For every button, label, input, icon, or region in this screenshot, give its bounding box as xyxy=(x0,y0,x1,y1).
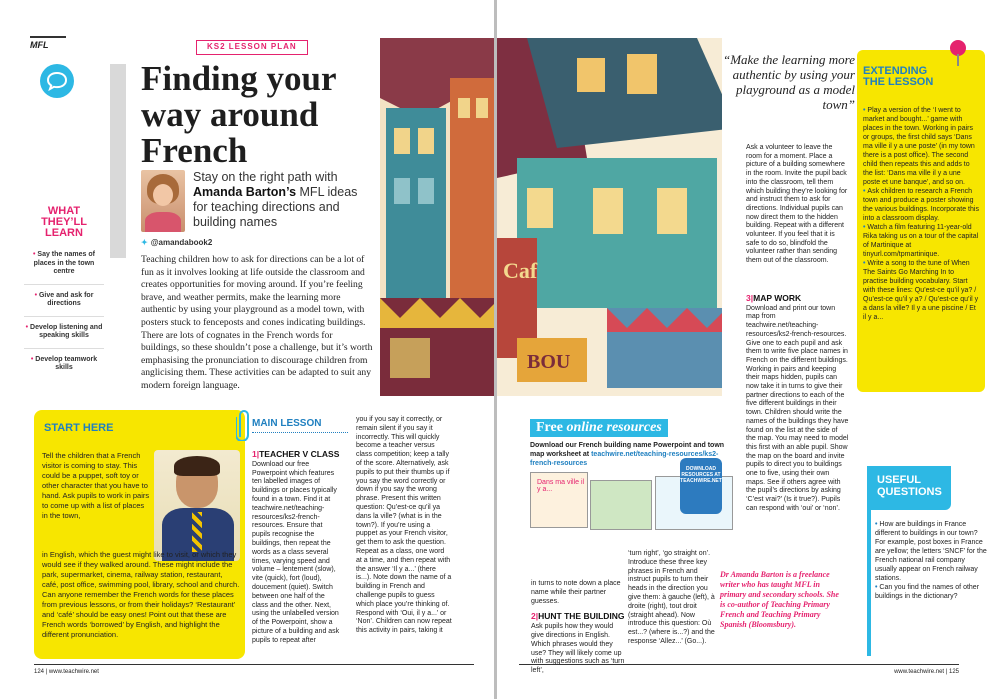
standfirst xyxy=(193,170,375,230)
useful-heading: USEFUL QUESTIONS xyxy=(871,466,951,510)
start-here-text-bottom: in English, which the guest might like to visit, or which they would see if they walked around. These might include the park, supermarket, cinema, railway station, restaurant, café, post office, swimming pool, library, school and church. Can anyone remember the French words for these places from previous lessons, or from their holidays? ‘Restaurant’ and ‘café’ should be easy ones! Point out that these are French words ‘borrowed’ by English, and highlight the different pronunciation. xyxy=(42,550,240,639)
footer-left: 124 | www.teachwire.net xyxy=(34,664,474,675)
standfirst-post: MFL ideas for teaching directions and building names xyxy=(193,185,358,229)
subheading-map-work: 3|MAP WORK xyxy=(746,293,802,303)
start-here-heading: START HERE xyxy=(44,422,114,434)
useful-questions-panel xyxy=(867,466,985,656)
svg-text:Caf: Caf xyxy=(503,258,538,283)
handle-text: @amandabook2 xyxy=(150,238,213,247)
intro-paragraph: Teaching children how to ask for directions can be a lot of fun as it involves looking at life outside the classroom and creates opportunities for moving around. If you’re feeling brave, and weather permits, make the learning more authentic by using your playground as a model town, with posters stuck to fenceposts and cones indicating buildings. There are lots of cognates in the French words for buildings, so these shouldn’t pose a challenge, but it’s worth emphasising the pronunciation to discourage children from anglicising them. These activities can be adapted to suit any modern foreign language. xyxy=(141,254,373,391)
heading-rule xyxy=(252,432,348,433)
page-title: Finding your way around French xyxy=(141,59,336,170)
map-work-section xyxy=(746,294,849,514)
map-work-text: Download and print our town map from teachwire.net/teaching-resources/ks2-french-resources. Give one to each pupil and ask them to write five place names in French on the different buildings. Working in pairs and keeping their maps hidden, pupils can now take it in turns to give their partner directions to each of the five different buildings in their town. Children should write the names of the buildings they have found on the list at the side of the map. You may need to model this first with an able pupil. Show the map on the board and invite pupils to direct you to buildings one to five, using their own maps. See if others agree with the pupil’s directions by asking ‘C’est vrai?’ (Is it true?). Pupils can respond with ‘oui’ or ‘non’. xyxy=(746,304,849,512)
paperclip-icon xyxy=(236,407,250,441)
learn-heading: WHAT THEY’LL LEARN xyxy=(41,205,87,239)
main-lesson-text-1: Download our free Powerpoint which features ten labelled images of buildings or places typically found in a town. Find it at teachwire.net/teaching-resources/ks2-french-resources. Ensure that pupils recognise the buildings, then repeat the words as a class several times, varying speed and volume – lentement (slow), vite (quick), fort (loud), doucement (quiet). Switch between one half of the class and the other. Next, using the unlabelled version of the Powerpoint, show a picture of a building and ask pupils to repeat after xyxy=(252,460,340,644)
learn-item: • Give and ask for directions xyxy=(24,292,104,317)
town-illustration-left xyxy=(380,38,494,396)
extending-item: • Ask children to research a French town and produce a poster showing the various buildings. Incorporate this into a classroom display. xyxy=(863,188,979,222)
section-label: MFL xyxy=(30,36,66,50)
hunt-building-col2: ‘turn right’, ‘go straight on’. Introduce these three key phrases in French and instruct pupils to turn their heads in the direction you give them: à gauche (left), à droite (right), tout droit (straight ahead). Now introduce this question: Où est...? (where is...?) and the response ‘Allez...’ (Go...). xyxy=(628,550,715,645)
extending-list xyxy=(863,106,979,322)
pushpin-icon xyxy=(945,38,971,68)
decorative-bar xyxy=(110,64,126,258)
left-page xyxy=(0,0,494,699)
start-here-panel xyxy=(34,410,245,659)
footer-right: www.teachwire.net | 125 xyxy=(519,664,959,675)
author-bio: Dr Amanda Barton is a freelance writer who has taught MFL in primary and secondary schools. She is co-author of Teaching Primary French and Teaching Primary Spanish (Bloomsbury). xyxy=(720,570,839,629)
download-badge[interactable]: DOWNLOAD RESOURCES AT TEACHWIRE.NET xyxy=(680,458,722,514)
hunt-intro-text: in turns to note down a place name while their partner guesses. xyxy=(531,580,621,605)
town-illustration-right xyxy=(497,38,755,396)
twitter-icon: ✦ xyxy=(141,238,148,247)
author-photo xyxy=(141,170,185,232)
extending-item: • Play a version of the ‘I went to market and bought...’ game with places in the town. Working in pairs or groups, the first child says ‘Dans ma ville il y a une poste’ (in my town there is a post office). The second child then repeats this and adds to the list: ‘Dans ma ville il y a une poste et une banque’, and so on. xyxy=(863,107,975,186)
author-name: Amanda Barton’s xyxy=(193,185,297,199)
twitter-handle[interactable] xyxy=(141,238,212,247)
hunt-building-col xyxy=(531,580,626,676)
extending-item: • Write a song to the tune of When The Saints Go Marching In to practise building vocabulary. Start with these lines: Qu’est-ce qu’il ya? / Qu’est-ce qu’il y a? / Qu’est-ce qu’il y a dans la ville? Il y a une piscine / Et il y a... xyxy=(863,260,979,321)
speech-bubble-icon xyxy=(40,64,74,98)
start-here-text-top: Tell the children that a French visitor is coming to stay. This could be a puppet, soft toy or other character that you have to hand. Ask pupils to work in pairs to come up with a list of places in the town, xyxy=(42,451,150,520)
extending-lesson-panel xyxy=(857,50,985,392)
main-lesson-heading: MAIN LESSON xyxy=(252,418,322,429)
free-resources-heading: Free online resources xyxy=(530,419,668,437)
main-lesson-col2: you if you say it correctly, or remain silent if you say it incorrectly. This will quickly become a teacher versus class competition; keep a tally of the score. Alternatively, ask pupils to put their thumbs up if you say the word correctly or down if you say the wrong phrase. Present this written question: Qu’est-ce qu’il ya dans la ville? (what is in the town?). If you’re using a puppet as your French visitor, get them to ask the question. Repeat as a class, one word at a time, and then repeat with the answer ‘Il y a...’ (there is...). Note down the name of a building in French and challenge pupils to guess which place you’re thinking of. Respond with ‘Oui, il y a...’ or ‘Non’. Children can now repeat this activity in pairs, taking it xyxy=(356,416,452,635)
resources-link[interactable]: teachwire.net/teaching-resources/ks2-french-resources xyxy=(530,451,719,467)
hunt-text: Ask pupils how they would give directions in English. Which phrases would they use? They will likely come up with suggestions such as ‘turn left’, xyxy=(531,623,625,675)
free-resources-box xyxy=(530,418,734,542)
svg-text:BOU: BOU xyxy=(527,351,571,373)
pull-quote: “Make the learning more authentic by using your playground as a model town” xyxy=(722,52,855,112)
learn-item: • Develop teamwork skills xyxy=(30,355,98,371)
free-resources-text: Download our French building name Powerpoint and town map worksheet at teachwire.net/teaching-resources/ks2-french-resources xyxy=(530,442,725,467)
what-theyll-learn xyxy=(24,206,104,387)
extending-item: • Watch a film featuring 11-year-old Rika taking us on a tour of the capital of Martinique at tinyurl.com/tpmartinique. xyxy=(863,224,979,258)
learn-item: • Develop listening and speaking skills xyxy=(24,324,104,349)
lesson-tag: KS2 LESSON PLAN xyxy=(196,40,308,55)
map-thumbnail[interactable] xyxy=(590,480,652,530)
useful-item: • Can you find the names of other buildings in the dictionary? xyxy=(875,584,980,600)
main-lesson-col1 xyxy=(252,450,342,646)
right-page xyxy=(497,0,991,699)
subheading-hunt-building: 2|HUNT THE BUILDING xyxy=(531,611,625,622)
extending-heading: EXTENDING THE LESSON xyxy=(863,65,934,88)
hunt-continued-text: Ask a volunteer to leave the room for a moment. Place a picture of a building somewhere in the room. Invite the pupil back into the classroom, tell them which building they’re looking for and instruct them to ask for directions. Individual pupils can now direct them to the hidden building. Repeat with a different volunteer. If you feel that it is safe to do so, blindfold the volunteer rather than sending them out of the classroom. xyxy=(746,144,848,265)
useful-list xyxy=(875,520,987,601)
powerpoint-thumbnail[interactable]: Dans ma ville il y a... xyxy=(530,472,588,528)
subheading-teacher-v-class: 1|TEACHER V CLASS xyxy=(252,449,340,459)
resource-thumbnails xyxy=(530,466,734,536)
standfirst-pre: Stay on the right path with xyxy=(193,170,338,184)
pupil-photo xyxy=(154,450,240,561)
useful-item: • How are buildings in France different to buildings in our town? For example, post boxes in France are yellow; the letters ‘SNCF’ for the French national rail company usually appear on French railway stations. xyxy=(875,521,987,582)
learn-item: • Say the names of places in the town centre xyxy=(24,251,104,285)
